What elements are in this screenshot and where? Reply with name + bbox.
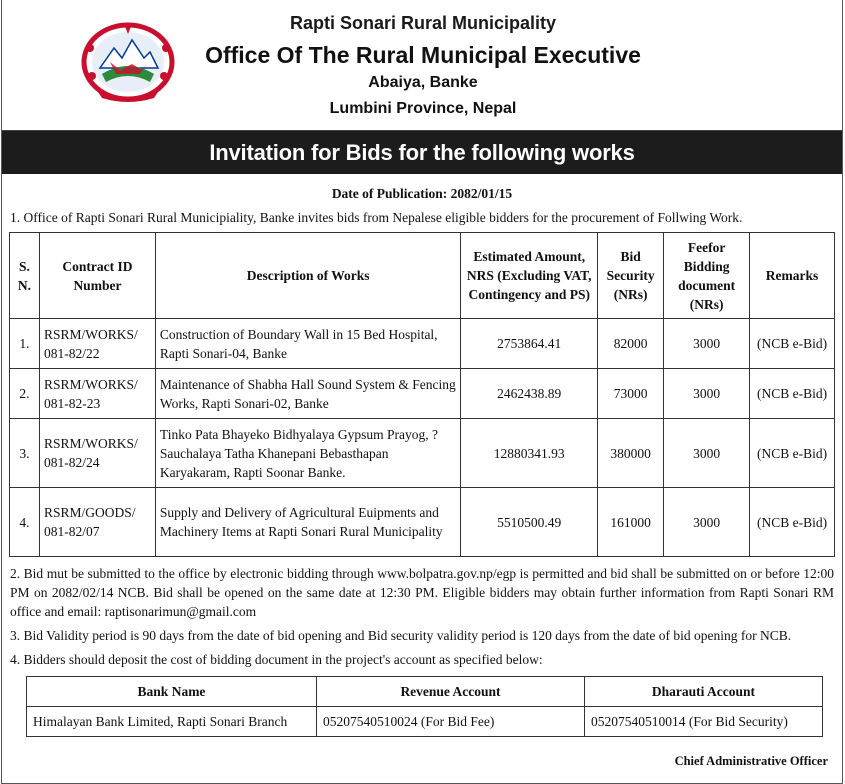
table-row	[10, 319, 835, 369]
row-fee: 3000	[664, 419, 750, 488]
row-fee: 3000	[664, 369, 750, 419]
clause-3: 3. Bid Validity period is 90 days from the date of bid opening and Bid security validity period is 120 days from the date of bid opening for NCB.	[10, 628, 792, 643]
row-remarks: (NCB e-Bid)	[750, 369, 835, 419]
table-row	[27, 707, 823, 737]
row-amount: 2753864.41	[461, 319, 598, 369]
signatory-title: Chief Administrative Officer	[674, 754, 828, 768]
row-security: 161000	[598, 488, 664, 557]
table-row	[10, 419, 835, 488]
row-remarks: (NCB e-Bid)	[750, 319, 835, 369]
bank-account-table	[26, 676, 823, 737]
row-sn: 1.	[10, 319, 40, 369]
works-table-header	[10, 233, 835, 319]
col-bank-name: Bank Name	[27, 677, 317, 707]
clause-2: 2. Bid mut be submitted to the office by electronic bidding through www.bolpatra.gov.np/egp is permitted and bid shall be submitted on or before 12:00 PM on 2082/02/14 NCB. Bid shall be opened on the same date at 12:30 PM. Eligible bidders may obtain further information from Rapti Sonari RM office and email: raptisonarimun@gmail.com	[10, 566, 834, 619]
table-row	[10, 369, 835, 419]
col-sn: S. N.	[10, 233, 40, 319]
row-remarks: (NCB e-Bid)	[750, 419, 835, 488]
office-name: Office Of The Rural Municipal Executive	[205, 42, 641, 68]
row-contract-id	[39, 488, 155, 557]
contract-id-part: RSRM/WORKS/	[43, 326, 138, 342]
province-name: Lumbini Province, Nepal	[329, 100, 517, 117]
row-security: 380000	[598, 419, 664, 488]
col-bid-security: Bid Security (NRs)	[598, 233, 664, 319]
row-description: Construction of Boundary Wall in 15 Bed Hospital, Rapti Sonari-04, Banke	[155, 319, 460, 369]
dharauti-account: 05207540510014 (For Bid Security)	[585, 707, 823, 737]
contract-id-part: 081-82/22	[43, 345, 100, 361]
row-fee: 3000	[664, 488, 750, 557]
contract-id-part: RSRM/WORKS/	[43, 376, 138, 392]
contract-id-part: 081-82/07	[43, 524, 100, 539]
col-dharauti-account: Dharauti Account	[585, 677, 823, 707]
clause-4: 4. Bidders should deposit the cost of bidding document in the project's account as specified below:	[10, 652, 543, 667]
row-security: 82000	[598, 319, 664, 369]
col-bidding-fee: Feefor Bidding document (NRs)	[664, 233, 750, 319]
row-description: Tinko Pata Bhayeko Bidhyalaya Gypsum Prayog, ?Sauchalaya Tatha Khanepani Bebasthapan Karyakaram, Rapti Soonar Banke.	[155, 419, 460, 488]
municipality-name: Rapti Sonari Rural Municipality	[289, 13, 557, 33]
row-security: 73000	[598, 369, 664, 419]
office-address: Abaiya, Banke	[368, 74, 478, 91]
contract-id-part: 081-82-23	[43, 395, 101, 411]
bid-notice-page	[1, 0, 843, 784]
row-sn: 2.	[10, 369, 40, 419]
row-contract-id	[39, 419, 155, 488]
notice-title: Invitation for Bids for the following works	[2, 131, 842, 174]
col-revenue-account: Revenue Account	[317, 677, 585, 707]
col-contract-id: Contract ID Number	[39, 233, 155, 319]
contract-id-part: 081-82/24	[43, 455, 100, 470]
row-contract-id	[39, 369, 155, 419]
row-description: Maintenance of Shabha Hall Sound System & Fencing Works, Rapti Sonari-02, Banke	[155, 369, 460, 419]
bank-table-header	[27, 677, 823, 707]
row-amount: 5510500.49	[461, 488, 598, 557]
col-estimated-amount: Estimated Amount, NRS (Excluding VAT, Contingency and PS)	[461, 233, 598, 319]
revenue-account: 05207540510024 (For Bid Fee)	[317, 707, 585, 737]
clause-1: 1. Office of Rapti Sonari Rural Municipiality, Banke invites bids from Nepalese eligible bidders for the procurement of Follwing Work.	[10, 210, 743, 225]
bank-name: Himalayan Bank Limited, Rapti Sonari Branch	[27, 707, 317, 737]
row-contract-id	[39, 319, 155, 369]
contract-id-part: RSRM/WORKS/	[43, 436, 138, 451]
col-remarks: Remarks	[750, 233, 835, 319]
works-table	[9, 232, 835, 557]
row-fee: 3000	[664, 319, 750, 369]
notice-header	[2, 0, 842, 131]
row-amount: 12880341.93	[461, 419, 598, 488]
contract-id-part: RSRM/GOODS/	[43, 505, 136, 520]
row-remarks: (NCB e-Bid)	[750, 488, 835, 557]
row-sn: 3.	[10, 419, 40, 488]
row-description: Supply and Delivery of Agricultural Euipments and Machinery Items at Rapti Sonari Rural Municipality	[155, 488, 460, 557]
table-row	[10, 488, 835, 557]
publication-date: Date of Publication: 2082/01/15	[331, 186, 513, 201]
row-amount: 2462438.89	[461, 369, 598, 419]
col-description: Description of Works	[155, 233, 460, 319]
row-sn: 4.	[10, 488, 40, 557]
